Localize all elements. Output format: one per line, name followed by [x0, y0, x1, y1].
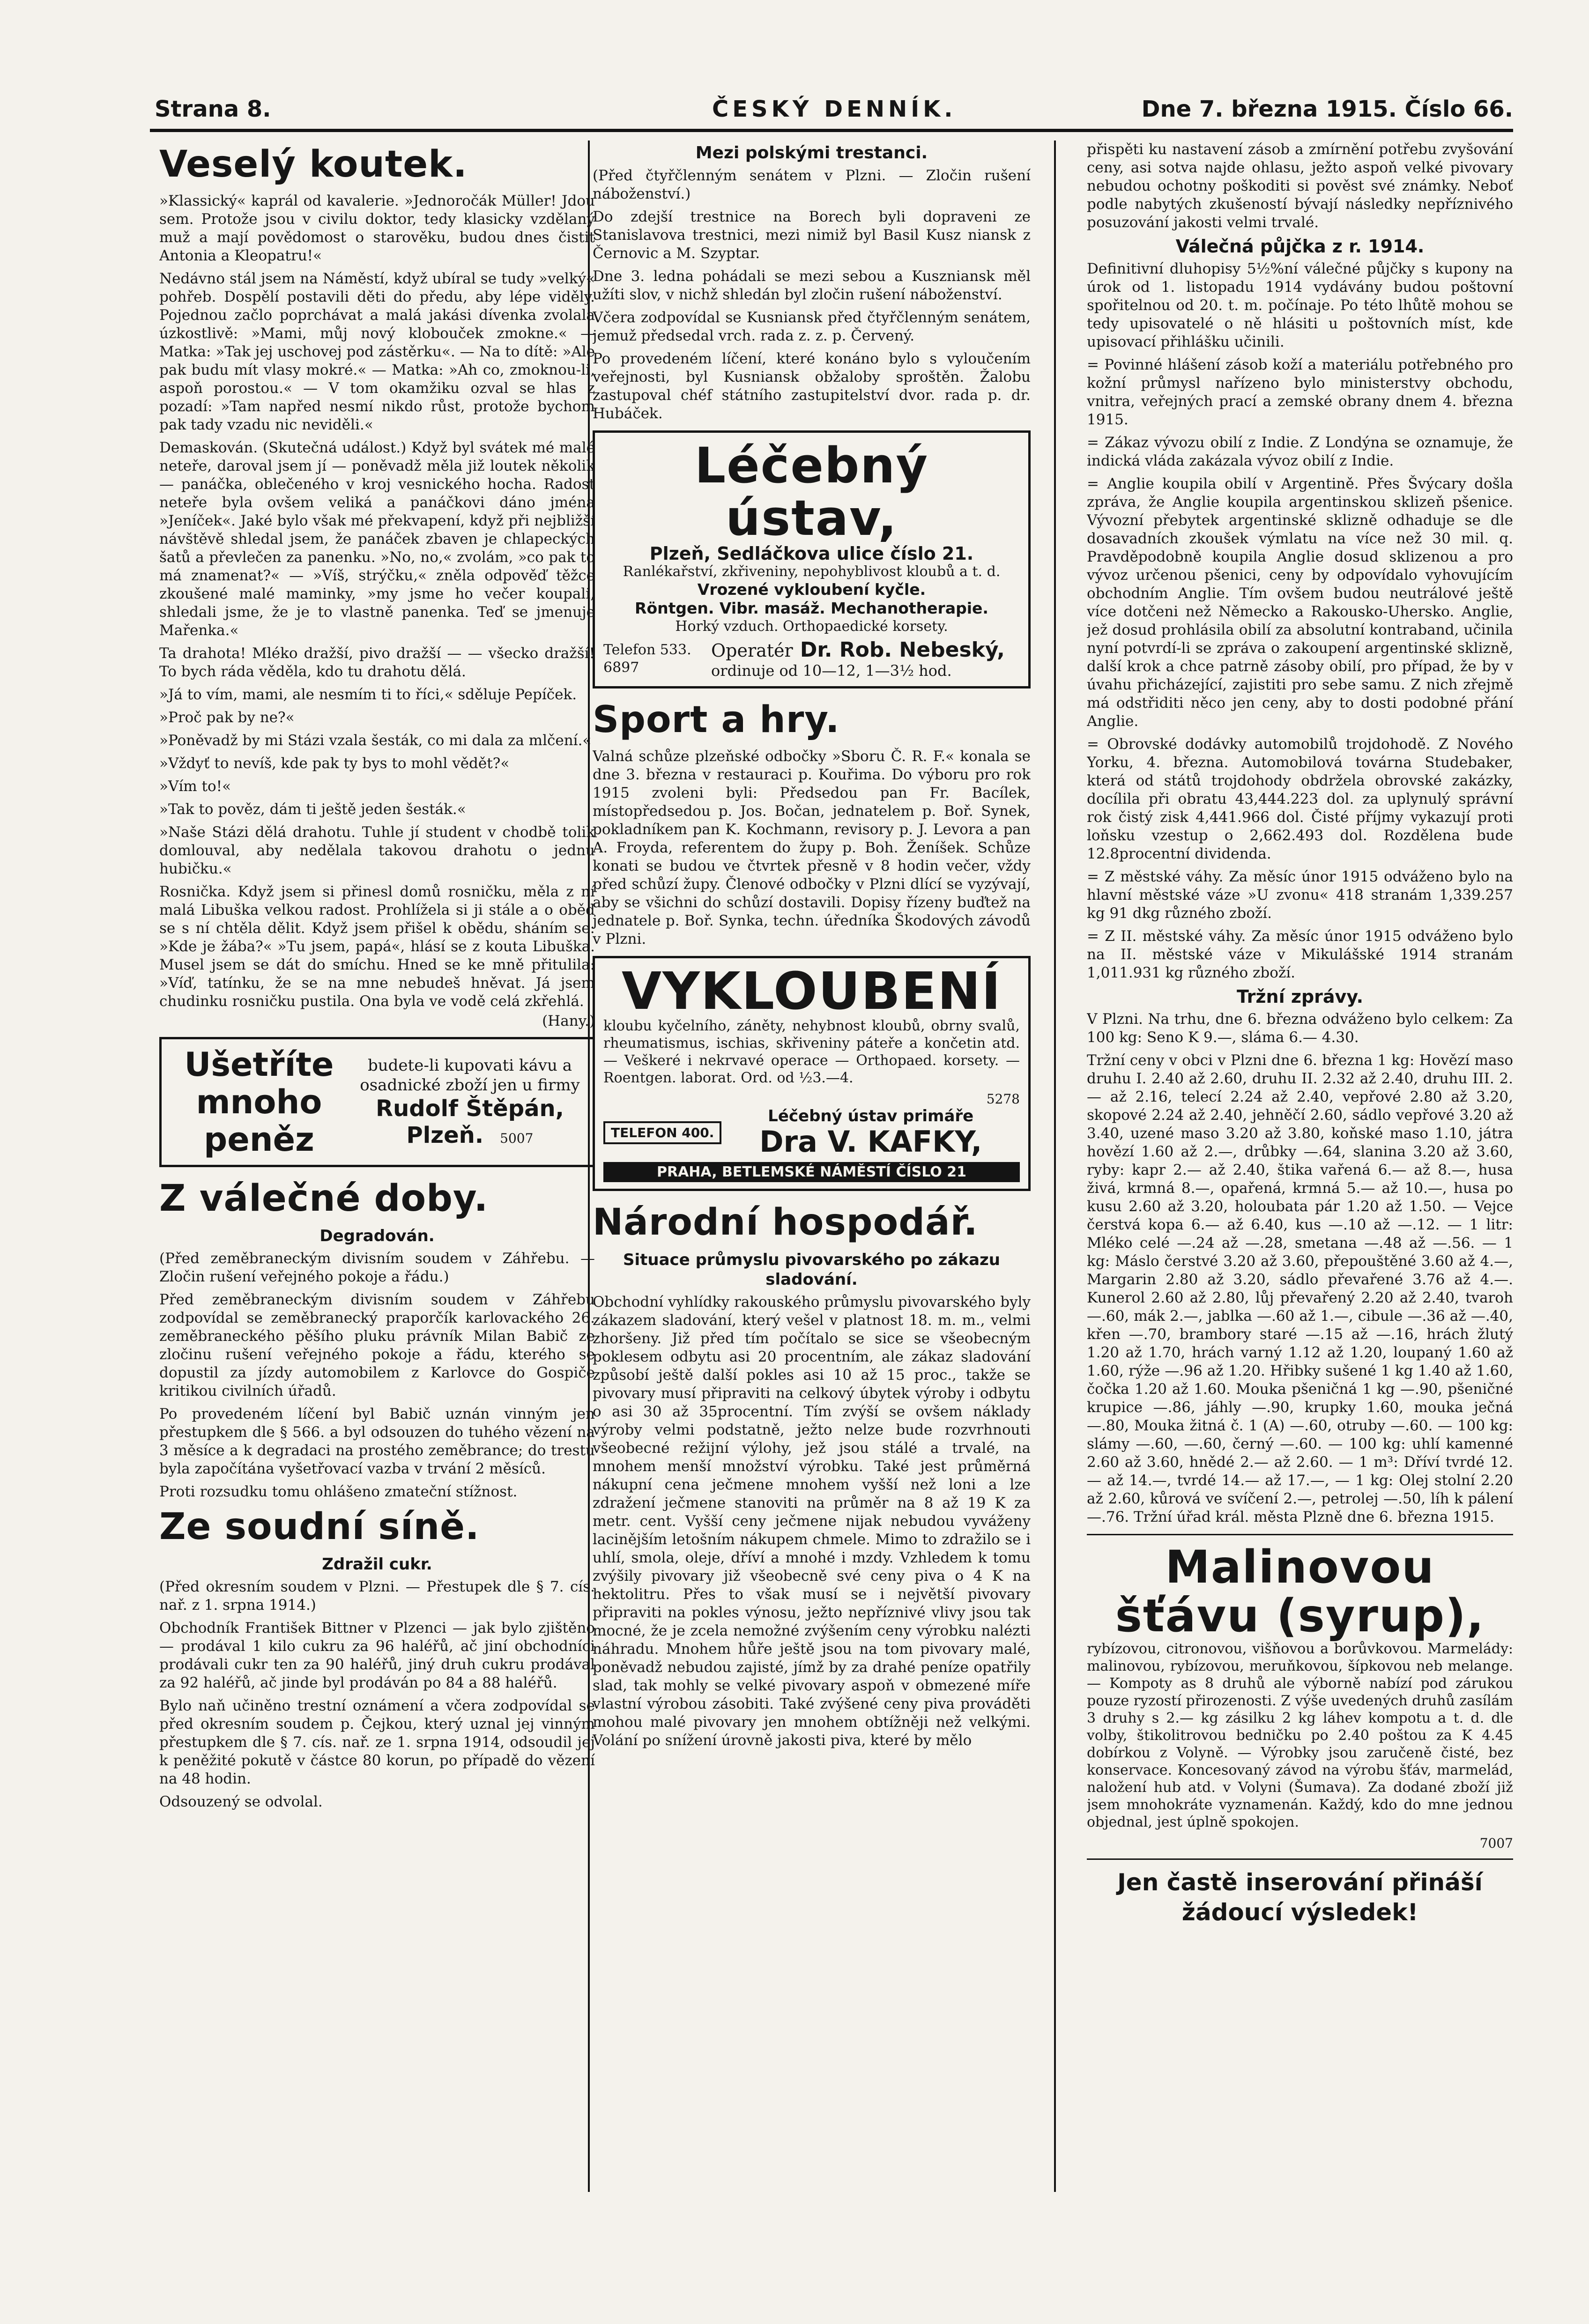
- ad-stepan: [159, 1037, 595, 1167]
- article-paragraph: »Já to vím, mami, ale nesmím ti to říci,« sděluje Pepíček.: [159, 686, 577, 703]
- article-paragraph: Tržní ceny v obci v Plzni dne 6. března 1 kg: Hovězí maso druhu I. 2.40 až 2.60, druhu II. 2.32 až 2.40, druhu III. 2.— až 2.16, telecí 2.24 až 2.40, vepřové 2.80 až 3.20, skopové 2.24 až 2.40, jehněčí 2.60, sádlo vepřové 3.20 až 3.40, uzené maso 3.20 až 3.80, koňské maso 1.10, játra hovězí 1.60 až 2.—, drůbky —.64, slanina 3.20 až 3.60, ryby: kapr 2.— až 2.40, štika vařená 6.— až 8.—, husa živá, krmná 8.—, opařená, krmná 5.— až 10.—, husa po kusu 2.60 až 3.20, holoubata pár 1.20 až 1.50. — Vejce čerstvá kopa 6.— až 6.40, kus —.10 až —.12. — 1 litr: Mléko celé —.24 až —.28, smetana —.48 až —.56. — 1 kg: Máslo čerstvé 3.20 až 3.60, přepouštěné 3.60 až 4.—, Margarin 2.80 až 3.20, sádlo převařené 3.76 až 4.—. Kunerol 2.60 až 2.80, lůj převařený 2.20 až 2.40, tvaroh —.60, mák 2.—, jablka —.60 až 1.—, cibule —.36 až —.40, křen —.70, brambory staré —.15 až —.16, hrách žlutý 1.20 až 1.70, hrách varný 1.12 až 1.20, loupaný 1.60 až 1.60, rýže —.96 až 1.20. Hřibky sušené 1 kg 1.40 až 1.60, čočka 1.20 až 1.60. Mouka pšeničná 1 kg —.90, pšeničné krupice —.86, jáhly —.90, krupky 1.60, mouka ječná —.80, Mouka žitná č. 1 (A) —.60, otruby —.60. — 100 kg: slámy —.60, —.60, černý —.60. — 100 kg: uhlí kamenné 2.60 až 3.60, hnědé 2.— až 2.60. — 1 m³: Dříví tvrdé 12.— až 14.—, tvrdé 14.— až 17.—, — 1 kg: Olej stolní 2.20 až 2.60, kůrová ve svíčení 2.—, petrolej —.50, líh k pálení —.76. Tržní úřad král. města Plzně dne 6. března 1915.: [1087, 1052, 1513, 1525]
- article-paragraph: Nedávno stál jsem na Náměstí, když ubíral se tudy »velký« pohřeb. Dospělí postavili děti do předu, aby lépe viděly. Pojednou začlo poprchávat a malá jakási dívenka zvolala úzkostlivě: »Mami, můj nový klobouček zmokne.« — Matka: »Tak jej uschovej pod zástěrku«. — Na to dítě: »Ale pak budu mít vlasy mokré.« — Matka: »Ah co, zmoknou-li, aspoň porostou.« — V tom okamžiku ozval se hlas z pozadí: »Tam napřed nesmí nikdo růst, protože bychom pak tady vzadu nic neviděli.«: [159, 270, 595, 433]
- article-subheading: Situace průmyslu pivovarského po zákazu sladování.: [623, 1251, 1001, 1289]
- section-heading-soudni: Ze soudní síně.: [159, 1506, 480, 1548]
- masthead: [155, 96, 1513, 124]
- article-paragraph: Demaskován. (Skutečná událost.) Když byl svátek mé malé neteře, daroval jsem jí — poněvadž měla již loutek několik — panáčka, oblečeného v kroj vesnického hocha. Radost neteře byla ovšem veliká a panáčkovi dáno jména »Jeníček«. Jaké bylo však mé překvapení, když při nejbližší návštěvě shledal jsem, že panáček zbaven je chlapeckých šatů a převlečen za panenku. »No, no,« zvolám, »co pak to má znamenat?« — »Víš, strýčku,« zněla odpověď těžce zkoušené malé maminky, »my jsme ho večer koupali, shledali jsme, že je to vlastně panenka. Teď se jmenuje Mařenka.«: [159, 439, 595, 639]
- article-paragraph: = Povinné hlášení zásob koží a materiálu potřebného pro kožní průmysl nařízeno bylo ministerstvy obchodu, vnitra, veřejných prací a zemské obrany dnem 4. března 1915.: [1087, 356, 1513, 428]
- article-paragraph: Obchodní vyhlídky rakouského průmyslu pivovarského byly zákazem sladování, který vešel v platnost 18. m. m., velmi zhoršeny. Již před tím počítalo se sice se všeobecným poklesem odbytu asi 20 procentním, ale zákaz sladování způsobí ještě další pokles asi 10 až 15 proc., takže se pivovary musí připraviti na celkový úbytek výroby i odbytu o asi 30 až 35procentní. Tím zvýší se ovšem náklady výroby velmi podstatně, ježto nelze bude rozvrhnouti všeobecné režijní výlohy, jež jsou stálé a trvalé, na mnohem menší množství výrobku. Také jest průměrná nákupní cena ječmene mnohem vyšší než loni a lze zdražení ječmene stanoviti na průměr na 8 až 19 K za metr. cent. Vyšší ceny ječmene nijak nebudou vyváženy lacinějším letošním nákupem chmele. Mimo to zdražilo se i uhlí, smola, oleje, dříví a mnohé i mzdy. Vzhledem k tomu zvýšily pivovary již všeobecně své ceny piva o 4 K na hektolitru. Přes to však musí se i největší pivovary připraviti na pokles výnosu, ježto nepříznivé vlivy jsou tak mocné, že je zcela nemožné zvýšením ceny výrobku nalézti náhradu. Mnohem hůře ještě jsou na tom pivovary malé, poněvadž nebudou zajisté, jímž by za drahé peníze opatřily slad, tak mohly se velké pivovary aspoň v obmezené míře vlastní výrobou zásobiti. Také zvýšené ceny piva prováděti mohou malé pivovary jen mnohem obtížněji než velkými. Volání po snížení úrovně jakosti piva, které by mělo: [593, 1294, 1031, 1749]
- divider: [1087, 1858, 1513, 1860]
- article-paragraph: Obchodník František Bittner v Plzenci — jak bylo zjištěno — prodával 1 kilo cukru za 96 haléřů, ač jiní obchodníci prodávali cukr ten za 90 haléřů, jiný druh cukru prodával za 92 haléřů, ač jinde byl prodáván po 84 a 88 haléřů.: [159, 1620, 595, 1691]
- ad-vykloubeni-code: 5278: [986, 1091, 1020, 1107]
- ad-stepan-headline: Ušetříte mnoho peněz: [184, 1045, 334, 1159]
- article-heading-polsky: Mezi polskými trestanci.: [695, 143, 928, 163]
- article-paragraph: Valná schůze plzeňské odbočky »Sboru Č. R. F.« konala se dne 3. března v restauraci p. Kouřima. Do výboru pro rok 1915 zvoleni byli: Předsedou pan Fr. Bacílek, místopředsedou p. Jos. Bočan, jednatelem p. Boř. Synek, pokladníkem pan K. Kochmann, revisory p. J. Levora a pan A. Froyda, referentem do župy p. Boh. Ženíšek. Schůze konati se budou ve čtvrtek přesně v 8 hodin večer, vždy před schůzí župy. Členové odbočky v Plzni dlící se vyzývají, aby se všichni do schůzí dostavili. Dopisy řízeny buďtež na jednatele p. Boř. Synka, techn. úředníka Škodových závodů v Plzni.: [593, 748, 1031, 947]
- closing-slogan: Jen častě inserování přináší žádoucí výsledek!: [1117, 1869, 1483, 1926]
- ad-stepan-code: 5007: [500, 1131, 534, 1146]
- ad-lecebny-title: Léčebný ústav,: [694, 437, 929, 547]
- ad-lecebny-doctor: Dr. Rob. Nebeský,: [800, 638, 1005, 662]
- column-rule-2: [1054, 141, 1056, 2192]
- article-paragraph: Dne 3. ledna pohádali se mezi sebou a Kuszniansk měl užíti slov, v nichž shledán byl zločin rušení náboženství.: [593, 268, 1031, 303]
- article-paragraph: »Vždyť to nevíš, kde pak ty bys to mohl vědět?«: [159, 755, 510, 772]
- article-paragraph: Po provedeném líčení byl Babič uznán vinným jen přestupkem dle § 566. a byl odsouzen do tuhého vězení na 3 měsíce a k degradaci na prostého zeměbrance; do trestu byla započítána vyšetřovací vazba v trvání 2 měsíců.: [159, 1406, 595, 1477]
- ad-lecebny-address: Plzeň, Sedláčkova ulice číslo 21.: [649, 543, 974, 564]
- article-paragraph: přispěti ku nastavení zásob a zmírnění potřebu zvyšování ceny, asi sotva najde ohlasu, ježto aspoň velké pivovary nebudou ochotny poškoditi si pověst své známky. Neboť podle nabytých zkušeností bývají následky nepříznivého posuzování jakosti velmi trvalé.: [1087, 141, 1513, 231]
- ad-lecebny-hours: ordinuje od 10—12, 1—3½ hod.: [711, 662, 952, 680]
- date-issue: Dne 7. března 1915. Číslo 66.: [1141, 96, 1513, 122]
- ad-stepan-text: budete-li kupovati kávu a osadnické zboží jen u firmy: [360, 1056, 580, 1095]
- ad-lecebny-ustav: [593, 430, 1031, 688]
- article-paragraph: (Před okresním soudem v Plzni. — Přestupek dle § 7. cís. nař. z 1. srpna 1914.): [159, 1578, 595, 1613]
- article-paragraph: = Z II. městské váhy. Za měsíc únor 1915 odváženo bylo na II. městské váze v Mikulášské 1914 stranám 1,011.931 kg různého zboží.: [1087, 928, 1513, 981]
- article-paragraph: Ta drahota! Mléko dražší, pivo dražší — — všecko dražší! To bych ráda věděla, kdo tu drahotu dělá.: [159, 645, 595, 680]
- ad-lecebny-code: 6897: [603, 659, 639, 676]
- article-paragraph: Před zeměbraneckým divisním soudem v Záhřebu zodpovídal se zeměbranecký praporčík karlovackého 26. zeměbraneckého pěšího pluku právník Milan Babič ze zločinu rušení veřejného pokoje a řádu, kterého se dopustil za jízdy automobilem z Karlovce do Gospiče kritikou civilních úřadů.: [159, 1291, 595, 1399]
- newspaper-title: ČESKÝ DENNÍK.: [712, 96, 957, 122]
- ad-lecebny-line: Ranlékařství, zkřiveniny, nepohyblivost kloubů a t. d.: [623, 563, 1001, 580]
- article-paragraph: »Proč pak by ne?«: [159, 709, 295, 726]
- ad-lecebny-line: Horký vzduch. Orthopaedické korsety.: [675, 618, 948, 635]
- ad-vykloubeni-title: VYKLOUBENÍ: [621, 961, 1002, 1021]
- article-subheading: Tržní zprávy.: [1236, 986, 1364, 1007]
- section-heading-hospodar: Národní hospodář.: [593, 1201, 978, 1243]
- column-3: [1087, 141, 1513, 1927]
- article-subheading: Válečná půjčka z r. 1914.: [1175, 236, 1425, 257]
- article-paragraph: Bylo naň učiněno trestní oznámení a včera zodpovídal se před okresním soudem p. Čejkou, který uznal jej vinným přestupkem dle § 7. cís. nař. ze 1. srpna 1914, odsoudil jej k peněžité pokutě v částce 80 korun, po případě do vězení na 48 hodin.: [159, 1697, 595, 1787]
- article-paragraph: »Klassický« kaprál od kavalerie. »Jednoročák Müller! Jdou sem. Protože jsou v civilu doktor, tedy klasicky vzdělaný muž a mají povědomost o starověku, budou dnes čistit Antonia a Kleopatru!«: [159, 192, 595, 264]
- article-paragraph: »Tak to pověz, dám ti ještě jeden šesták.«: [159, 801, 466, 818]
- section-heading-valecne: Z válečné doby.: [159, 1177, 489, 1220]
- article-paragraph: = Zákaz vývozu obilí z Indie. Z Londýna se oznamuje, že indická vláda zakázala vývoz obilí z Indie.: [1087, 434, 1513, 469]
- signature: (Hany.): [542, 1013, 595, 1029]
- section-heading-sport: Sport a hry.: [593, 699, 840, 741]
- article-paragraph: V Plzni. Na trhu, dne 6. března odváženo bylo celkem: Za 100 kg: Seno K 9.—, sláma 6.— 4.30.: [1087, 1011, 1513, 1046]
- article-paragraph: = Obrovské dodávky automobilů trojdohodě. Z Nového Yorku, 4. března. Automobilová továrna Studebaker, která od států trojdohody obdržela obrovské zakázky, docílila při obratu 43,444.223 dol. za uplynulý správní rok čistý zisk 4,441.966 dol. Čisté příjmy vykazují proti loňsku vzestup o 2,662.493 dol. Rozdělena bude 12.8procentní dividenda.: [1087, 736, 1513, 862]
- ad-lecebny-line: Vrozené vykloubení kyčle.: [697, 580, 926, 599]
- section-heading-vesely-koutek: Veselý koutek.: [159, 143, 468, 185]
- column-2: [593, 141, 1031, 1754]
- article-paragraph: »Poněvadž by mi Stázi vzala šesták, co mi dala za mlčení.«: [159, 732, 592, 749]
- article-subheading: Degradován.: [319, 1227, 435, 1245]
- article-subheading: Zdražil cukr.: [322, 1555, 432, 1574]
- article-paragraph: Včera zodpovídal se Kusniansk před čtyřčlenným senátem, jemuž předsedal vrch. rada z. z. p. Červený.: [593, 309, 1031, 344]
- ad-stepan-city: Plzeň.: [406, 1122, 484, 1148]
- article-paragraph: Rosnička. Když jsem si přinesl domů rosničku, měla z ní malá Libuška velkou radost. Prohlížela si ji stále a o oběd se s ní chtěla dělit. Když jsem přišel k obědu, sháním se: »Kde je žába?« »Tu jsem, papá«, hlásí se z kouta Libuška. Musel jsem se dát do smíchu. Hned se ke mně přitulila: »Víď, tatínku, že se na mne nebudeš hněvat. Já jsem chudinku rosničku pustila. Ona byla ve vodě celá zkřehlá.: [159, 883, 595, 1010]
- ad-stepan-firm: Rudolf Štěpán,: [376, 1095, 564, 1122]
- ad-malinovou-text: rybízovou, citronovou, višňovou a borůvkovou. Marmelády: malinovou, rybízovou, meruňkovou, šípkovou neb melange. — Kompoty as 8 druhů ale výborně nabízí pod zárukou pouze ryzostí přirozenosti. Z výše uvedených druhů zasílám 3 druhy s 2.— kg zásilku 2 kg láhev kompotu a t. d. dle volby, štikolitrovou bedničku po 2.40 poštou za K 4.45 dobírkou z Volyně. — Výrobky jsou zaručeně čisté, bez konservace. Koncesovaný závod na výrobu šťáv, marmelád, naložení hub atd. v Volyni (Šumava). Za dodané zboží již jsem mnohokráte vyznamenán. Každý, kdo do mne jednou objednal, jest úplně spokojen.: [1087, 1641, 1513, 1830]
- ad-vykloubeni-address: PRAHA, BETLEMSKÉ NÁMĚSTÍ ČÍSLO 21: [603, 1162, 1020, 1182]
- article-paragraph: »Vím to!«: [159, 778, 231, 795]
- article-paragraph: Po provedeném líčení, které konáno bylo s vyloučením veřejnosti, byl Kusniansk obžaloby sproštěn. Žalobu zastupoval chéf státního zastupitelství dvor. rada p. dr. Hubáček.: [593, 350, 1031, 422]
- page-number: Strana 8.: [155, 96, 271, 122]
- ad-vykloubeni-institute: Léčebný ústav primáře: [768, 1107, 974, 1125]
- masthead-rule: [150, 129, 1513, 132]
- article-paragraph: (Před zeměbraneckým divisním soudem v Záhřebu. — Zločin rušení veřejného pokoje a řádu.): [159, 1250, 595, 1285]
- article-paragraph: (Před čtyřčlenným senátem v Plzni. — Zločin rušení náboženství.): [593, 167, 1031, 202]
- article-paragraph: Do zdejší trestnice na Borech byli dopraveni ze Stanislavova trestnici, mezi nimiž byl Basil Kusz niansk z Černovic a M. Szyptar.: [593, 208, 1031, 262]
- ad-lecebny-operator: Operatér: [711, 640, 793, 661]
- divider: [1087, 1534, 1513, 1535]
- ad-vykloubeni-phone: TELEFON 400.: [603, 1121, 721, 1144]
- article-paragraph: Definitivní dluhopisy 5½%ní válečné půjčky s kupony na úrok od 1. listopadu 1914 vydávány budou poštovní spořitelnou od 20. t. m. počínaje. Po této lhůtě mohou se tedy upisovatelé o ně hlásiti u poštovních míst, kde upisovací přihlášku učinili.: [1087, 260, 1513, 350]
- ad-vykloubeni: [593, 956, 1031, 1191]
- article-paragraph: = Anglie koupila obilí v Argentině. Přes Švýcary došla zpráva, že Anglie koupila argentinskou sklizeň pšenice. Vývozní přebytek argentinské sklizně odhaduje se dle dosavadních zkoušek výmlatu na více než 30 mil. q. Pravděpodobně koupila Anglie dosud sklizenou a pro vývoz určenou pšenici, ceny by odpovídalo vyhovujícím obchodním Anglie. Tím ovšem budou neutrálové ještě více dotčeni než Německo a Rakousko-Uhersko. Anglie, jež dosud prohlásila obilí za absolutní kontraband, učinila nyní potvrdí-li se zpráva o zakoupení argentinské sklizně, další krok a chce patrně zásoby obilí, pro případ, že by v úvahu přicházející, zajistiti pro sebe samu. Z nich zřejmě má odstřiditi něco jen ceny, aby to dosti podobné přání Anglie.: [1087, 475, 1513, 730]
- ad-lecebny-phone: Telefon 533.: [603, 641, 691, 658]
- article-paragraph: Odsouzený se odvolal.: [159, 1793, 323, 1810]
- article-paragraph: = Z městské váhy. Za měsíc únor 1915 odváženo bylo na hlavní městské váze »U zvonu« 418 stranám 1,339.257 kg 91 dkg různého zboží.: [1087, 868, 1513, 922]
- ad-vykloubeni-doctor: Dra V. KAFKY,: [759, 1125, 982, 1159]
- column-1: [159, 141, 595, 1816]
- article-paragraph: Proti rozsudku tomu ohlášeno zmateční stížnost.: [159, 1483, 518, 1500]
- ad-malinovou-code: 7007: [1479, 1836, 1513, 1851]
- ad-vykloubeni-text: kloubu kyčelního, záněty, nehybnost kloubů, obrny svalů, rheumatismus, ischias, skřiveniny páteře a končetin atd. — Veškeré i nekrvavé operace — Orthopaed. korsety. — Roentgen. laborat. Ord. od ½3.—4.: [603, 1018, 1020, 1086]
- ad-lecebny-line: Röntgen. Vibr. masáž. Mechanotherapie.: [635, 599, 988, 617]
- article-paragraph: »Naše Stázi dělá drahotu. Tuhle jí student v chodbě tolik domlouval, aby nedělala takovou drahotu o jednu hubičku.«: [159, 824, 595, 877]
- ad-malinovou-title: Malinovou šťávu (syrup),: [1115, 1541, 1485, 1642]
